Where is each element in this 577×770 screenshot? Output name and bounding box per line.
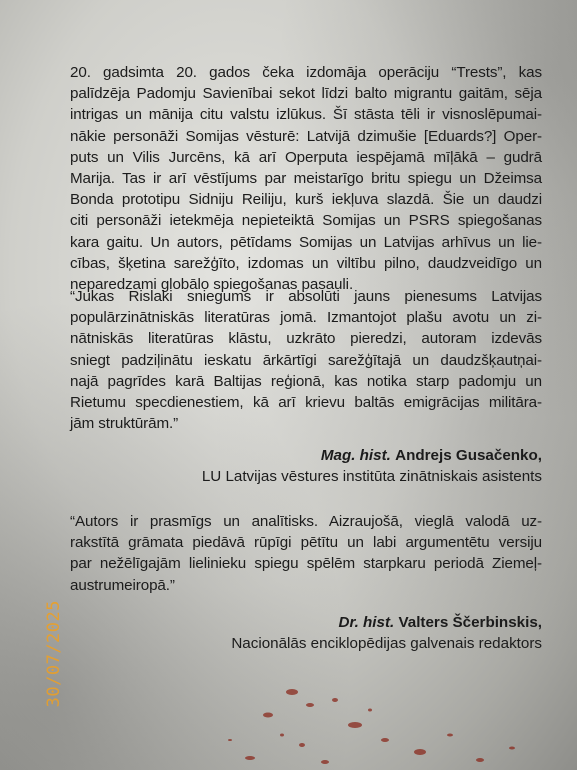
text-line: citi personāži ietekmēja nepieteiktā Somijas un PSRS spiegošanas [70,212,542,230]
text-line: najā pagrīdes karā Baltijas reģionā, kas notika starp padomju un [70,372,542,390]
text-line: intrigas un mānija citu valstu izlūkus. Šī stāsta tēli ir visnoslēpumai- [70,106,542,124]
text-line: palīdzēja Padomju Savienībai sekot līdzi balto migrantu gaitām, sēja [70,85,542,103]
reviewer-signature-2 [231,612,542,654]
text-line: nātniskās literatūras klāstu, uzkrāto pieredzi, autoram izdevās [70,330,542,348]
description-paragraph [70,62,542,295]
text-line: Rietumu specdienestiem, kā arī krievu baltās emigrācijas militāra- [70,394,542,412]
text-line: austrumeiropā.” [70,576,175,594]
academic-title: Dr. hist. [338,614,395,631]
text-line: sniegt padziļinātu ieskatu ārkārtīgi sarežģītajā un daudzšķautņai- [70,351,542,369]
reviewer-name: Valters Ščerbinskis, [398,614,542,631]
text-line: “Autors ir prasmīgs un analītisks. Aizraujošā, vieglā valodā uz- [70,513,542,530]
text-line: “Jukas Rislaki sniegums ir absolūti jauns pienesums Latvijas [70,288,542,305]
text-line: populārzinātniskās literatūras jomā. Izmantojot plašu avotu un zi- [70,309,542,327]
text-line: Marija. Tas ir arī vēstījums par meistarīgo britu spiegu un Džeimsa [70,170,542,188]
text-line: par nežēlīgajām lielinieku spiegu spēlēm starpkaru periodā Ziemeļ- [70,555,542,573]
reviewer-role: Nacionālās enciklopēdijas galvenais redaktors [231,635,542,652]
text-line: kara gaitu. Un autors, pētīdams Somijas un Latvijas arhīvus un lie- [70,233,542,251]
text-line: cības, šķetina sarežģīto, izdomas un viltību pilno, daudzveidīgo un [70,254,542,272]
text-line: neparedzami globālo spiegošanas pasauli. [70,276,354,294]
text-line: 20. gadsimta 20. gados čeka izdomāja operāciju “Trests”, kas [70,64,542,81]
text-line: jām struktūrām.” [70,415,179,433]
reviewer-role: LU Latvijas vēstures institūta zinātniskais asistents [201,468,542,485]
text-line: nākie personāži Somijas vēsturē: Latvijā dzimušie [Eduards?] Oper- [70,127,542,145]
review-quote-1 [70,286,542,434]
reviewer-name: Andrejs Gusačenko, [395,447,542,464]
camera-date-stamp: 30/07/2025 [44,600,64,708]
text-line: rakstītā grāmata piedāvā rūpīgi pētītu un labi argumentētu versiju [70,534,542,552]
reviewer-signature-1 [202,445,542,487]
academic-title: Mag. hist. [320,447,391,464]
review-quote-2 [70,511,542,596]
text-line: Bonda prototipu Sidniju Reiliju, kurš iekļuva slazdā. Šie un daudzi [70,191,542,209]
text-line: puts un Vilis Jurcēns, kā arī Operputa iespējamā mīļākā – gudrā [70,148,542,166]
